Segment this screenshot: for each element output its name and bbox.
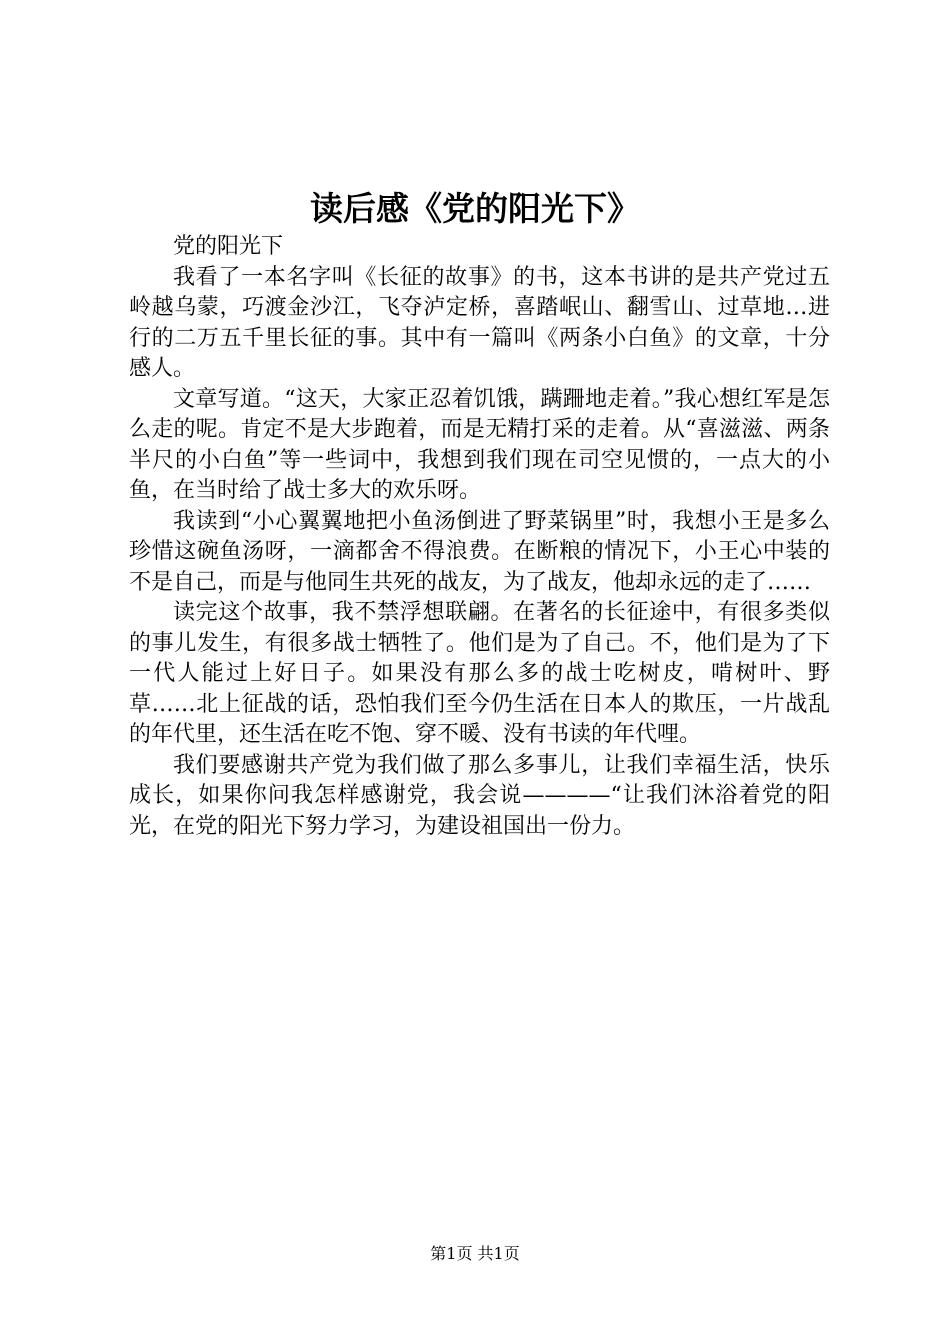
paragraph-1: 我看了一本名字叫《长征的故事》的书，这本书讲的是共产党过五岭越乌蒙，巧渡金沙江，飞夺泸定桥，喜踏岷山、翻雪山、过草地…进行的二万五千里长征的事。其中有一篇叫《两条小白鱼》的文章，十分感人。 xyxy=(129,264,830,381)
document-title: 读后感《党的阳光下》 xyxy=(310,189,640,228)
paragraph-4: 读完这个故事，我不禁浮想联翩。在著名的长征途中，有很多类似的事儿发生，有很多战士牺牲了。他们是为了自己。不，他们是为了下一代人能过上好日子。如果没有那么多的战士吃树皮，啃树叶、野草……北上征战的话，恐怕我们至今仍生活在日本人的欺压，一片战乱的年代里，还生活在吃不饱、穿不暖、没有书读的年代哩。 xyxy=(129,600,830,747)
page-footer: 第1页 共1页 xyxy=(430,1244,520,1263)
paragraph-3: 我读到“小心翼翼地把小鱼汤倒进了野菜锅里”时，我想小王是多么珍惜这碗鱼汤呀，一滴都舍不得浪费。在断粮的情况下，小王心中装的不是自己，而是与他同生共死的战友，为了战友，他却永远的走了…… xyxy=(129,508,830,595)
paragraph-5: 我们要感谢共产党为我们做了那么多事儿，让我们幸福生活，快乐成长，如果你问我怎样感谢党，我会说————“让我们沐浴着党的阳光，在党的阳光下努力学习，为建设祖国出一份力。 xyxy=(129,752,830,839)
paragraph-2: 文章写道。“这天，大家正忍着饥饿，蹒跚地走着。”我心想红军是怎么走的呢。肯定不是大步跑着，而是无精打采的走着。从“喜滋滋、两条半尺的小白鱼”等一些词中，我想到我们现在司空见惯的，一点大的小鱼，在当时给了战士多大的欢乐呀。 xyxy=(129,386,830,503)
paragraph-subtitle: 党的阳光下 xyxy=(173,234,284,259)
document-body xyxy=(129,232,830,842)
